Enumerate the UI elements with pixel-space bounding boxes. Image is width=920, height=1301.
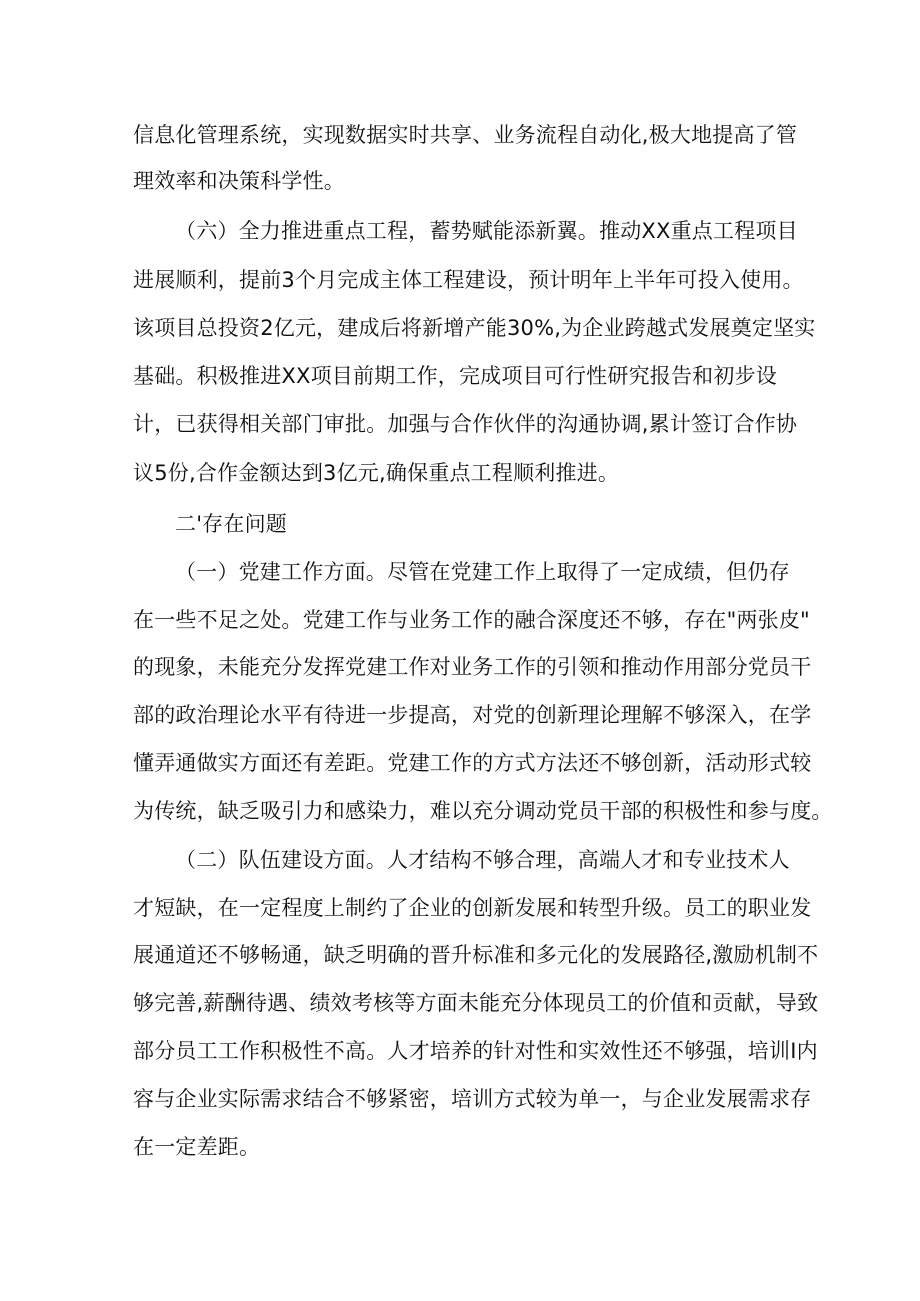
text-line: 容与企业实际需求结合不够紧密，培训方式较为单一，与企业发展需求存 xyxy=(133,1087,812,1111)
text-line: 才短缺，在一定程度上制约了企业的创新发展和转型升级。员工的职业发 xyxy=(133,896,812,920)
text-line: 在一定差距。 xyxy=(133,1135,261,1159)
text-line: 基础。积极推进XX项目前期工作，完成项目可行性研究报告和初步设 xyxy=(133,364,777,388)
text-line: 部分员工工作积极性不高。人才培养的针对性和实效性还不够强，培训I内 xyxy=(133,1039,818,1063)
text-line: 够完善,薪酬待遇、绩效考核等方面未能充分体现员工的价值和贡献，导致 xyxy=(133,991,819,1015)
text-line: 理效率和决策科学性。 xyxy=(133,169,345,193)
text-line: 进展顺利，提前3个月完成主体工程建设，预计明年上半年可投入使用。 xyxy=(133,268,804,292)
text-line: 部的政治理论水平有待进一步提高，对党的创新理论理解不够深入，在学 xyxy=(133,703,812,727)
text-line: 展通道还不够畅通，缺乏明确的晋升标准和多元化的发展路径,激励机制不 xyxy=(133,943,819,967)
text-line: 议5份,合作金额达到3亿元,确保重点工程顺利推进。 xyxy=(133,461,620,485)
text-line: 懂弄通做实方面还有差距。党建工作的方式方法还不够创新，活动形式较 xyxy=(133,751,812,775)
text-line: 信息化管理系统，实现数据实时共享、业务流程自动化,极大地提高了管 xyxy=(133,123,798,147)
text-line: 在一些不足之处。党建工作与业务工作的融合深度还不够，存在"两张皮" xyxy=(133,608,810,632)
section-heading-problems: 二'存在问题 xyxy=(175,512,287,536)
section-heading-team-building: （二）队伍建设方面。人才结构不够合理，高端人才和专业技术人 xyxy=(175,848,790,872)
text-line: 计，已获得相关部门审批。加强与合作伙伴的沟通协调,累计签订合作协 xyxy=(133,412,798,436)
text-line: 该项目总投资2亿元，建成后将新增产能30%,为企业跨越式发展奠定坚实 xyxy=(133,316,816,340)
section-heading-six: （六）全力推进重点工程，蓄势赋能添新翼。推动XX重点工程项目 xyxy=(175,219,798,243)
section-heading-party-building: （一）党建工作方面。尽管在党建工作上取得了一定成绩，但仍存 xyxy=(175,560,790,584)
text-line: 的现象，未能充分发挥党建工作对业务工作的引领和推动作用部分党员干 xyxy=(133,655,812,679)
text-line: 为传统，缺乏吸引力和感染力，难以充分调动党员干部的积极性和参与度。 xyxy=(133,799,833,823)
